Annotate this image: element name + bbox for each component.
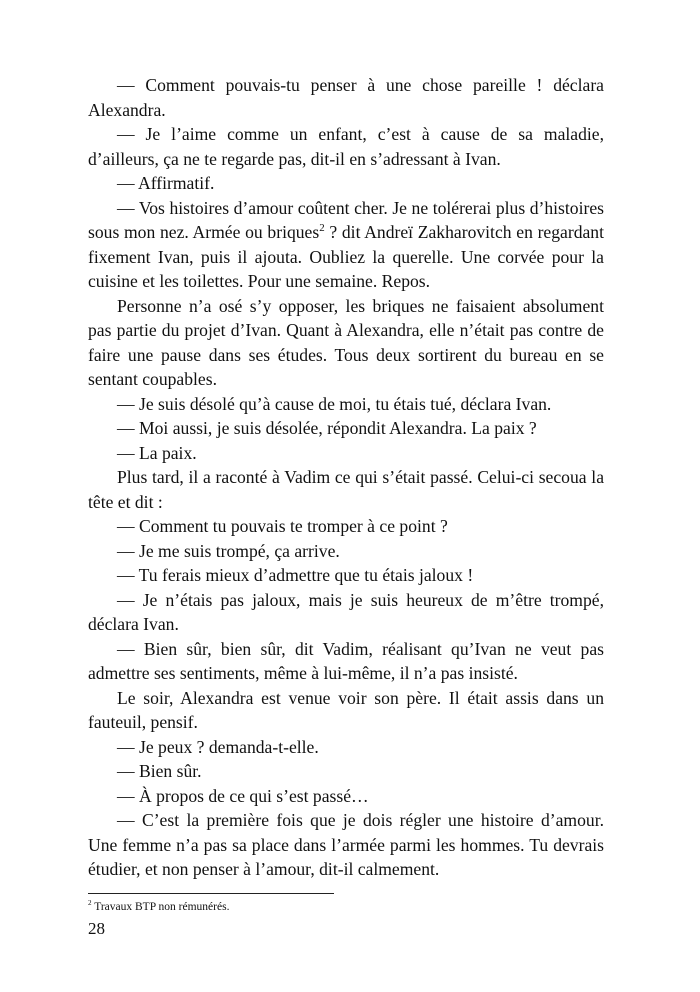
body-text (88, 73, 604, 882)
dialogue-paragraph: — Comment pouvais-tu penser à une chose pareille ! déclara Alexandra. (88, 75, 604, 120)
page-number: 28 (88, 919, 105, 938)
dialogue-paragraph-with-footnote (88, 196, 604, 294)
dialogue-paragraph: — C’est la première fois que je dois régler une histoire d’amour. Une femme n’a pas sa place dans l’armée parmi les hommes. Tu devrais étudier, et non penser à l’amour, dit-il calmement. (88, 810, 604, 879)
dialogue-paragraph: — Je me suis trompé, ça arrive. (117, 540, 340, 561)
footnote-reference: 2 (319, 222, 325, 235)
paragraph-text-continued: ? dit Andreï Zakharovitch en regardant fixement Ivan, puis il ajouta. Oubliez la querelle. Une corvée pour la cuisine et les toilettes. Pour une semaine. Repos. (88, 222, 604, 291)
dialogue-paragraph: — Moi aussi, je suis désolée, répondit Alexandra. La paix ? (117, 418, 537, 438)
narrative-paragraph: Personne n’a osé s’y opposer, les briques ne faisaient absolument pas partie du projet d’Ivan. Quant à Alexandra, elle n’était pas contre de faire une pause dans ses études. Tous deux sortirent du bureau en se sentant coupables. (88, 295, 604, 389)
dialogue-paragraph: — Comment tu pouvais te tromper à ce point ? (117, 516, 448, 536)
footnote-marker: 2 (88, 899, 92, 908)
footnote-divider (88, 893, 334, 894)
narrative-paragraph: Plus tard, il a raconté à Vadim ce qui s’était passé. Celui-ci secoua la tête et dit : (88, 467, 604, 512)
narrative-paragraph: Le soir, Alexandra est venue voir son père. Il était assis dans un fauteuil, pensif. (88, 687, 604, 732)
dialogue-paragraph: — Tu ferais mieux d’admettre que tu étais jaloux ! (117, 565, 474, 585)
dialogue-paragraph: — Je n’étais pas jaloux, mais je suis heureux de m’être trompé, déclara Ivan. (88, 589, 604, 634)
dialogue-paragraph: — Affirmatif. (117, 173, 215, 193)
dialogue-paragraph: — Bien sûr, bien sûr, dit Vadim, réalisant qu’Ivan ne veut pas admettre ses sentiments, même à lui-même, il n’a pas insisté. (88, 638, 604, 683)
dialogue-paragraph: — La paix. (117, 442, 197, 463)
dialogue-paragraph: — Je l’aime comme un enfant, c’est à cause de sa maladie, d’ailleurs, ça ne te regarde pas, dit-il en s’adressant à Ivan. (88, 124, 604, 169)
dialogue-paragraph: — Je suis désolé qu’à cause de moi, tu étais tué, déclara Ivan. (117, 393, 552, 414)
paragraph-text: — Vos histoires d’amour coûtent cher. Je ne tolérerai plus d’histoires sous mon nez. Armée ou briques (88, 197, 604, 242)
footnote-text: Travaux BTP non rémunérés. (91, 901, 230, 913)
dialogue-paragraph: — Je peux ? demanda-t-elle. (117, 736, 319, 757)
dialogue-paragraph: — Bien sûr. (117, 761, 202, 781)
footnote (88, 900, 229, 914)
dialogue-paragraph: — À propos de ce qui s’est passé… (117, 785, 369, 806)
